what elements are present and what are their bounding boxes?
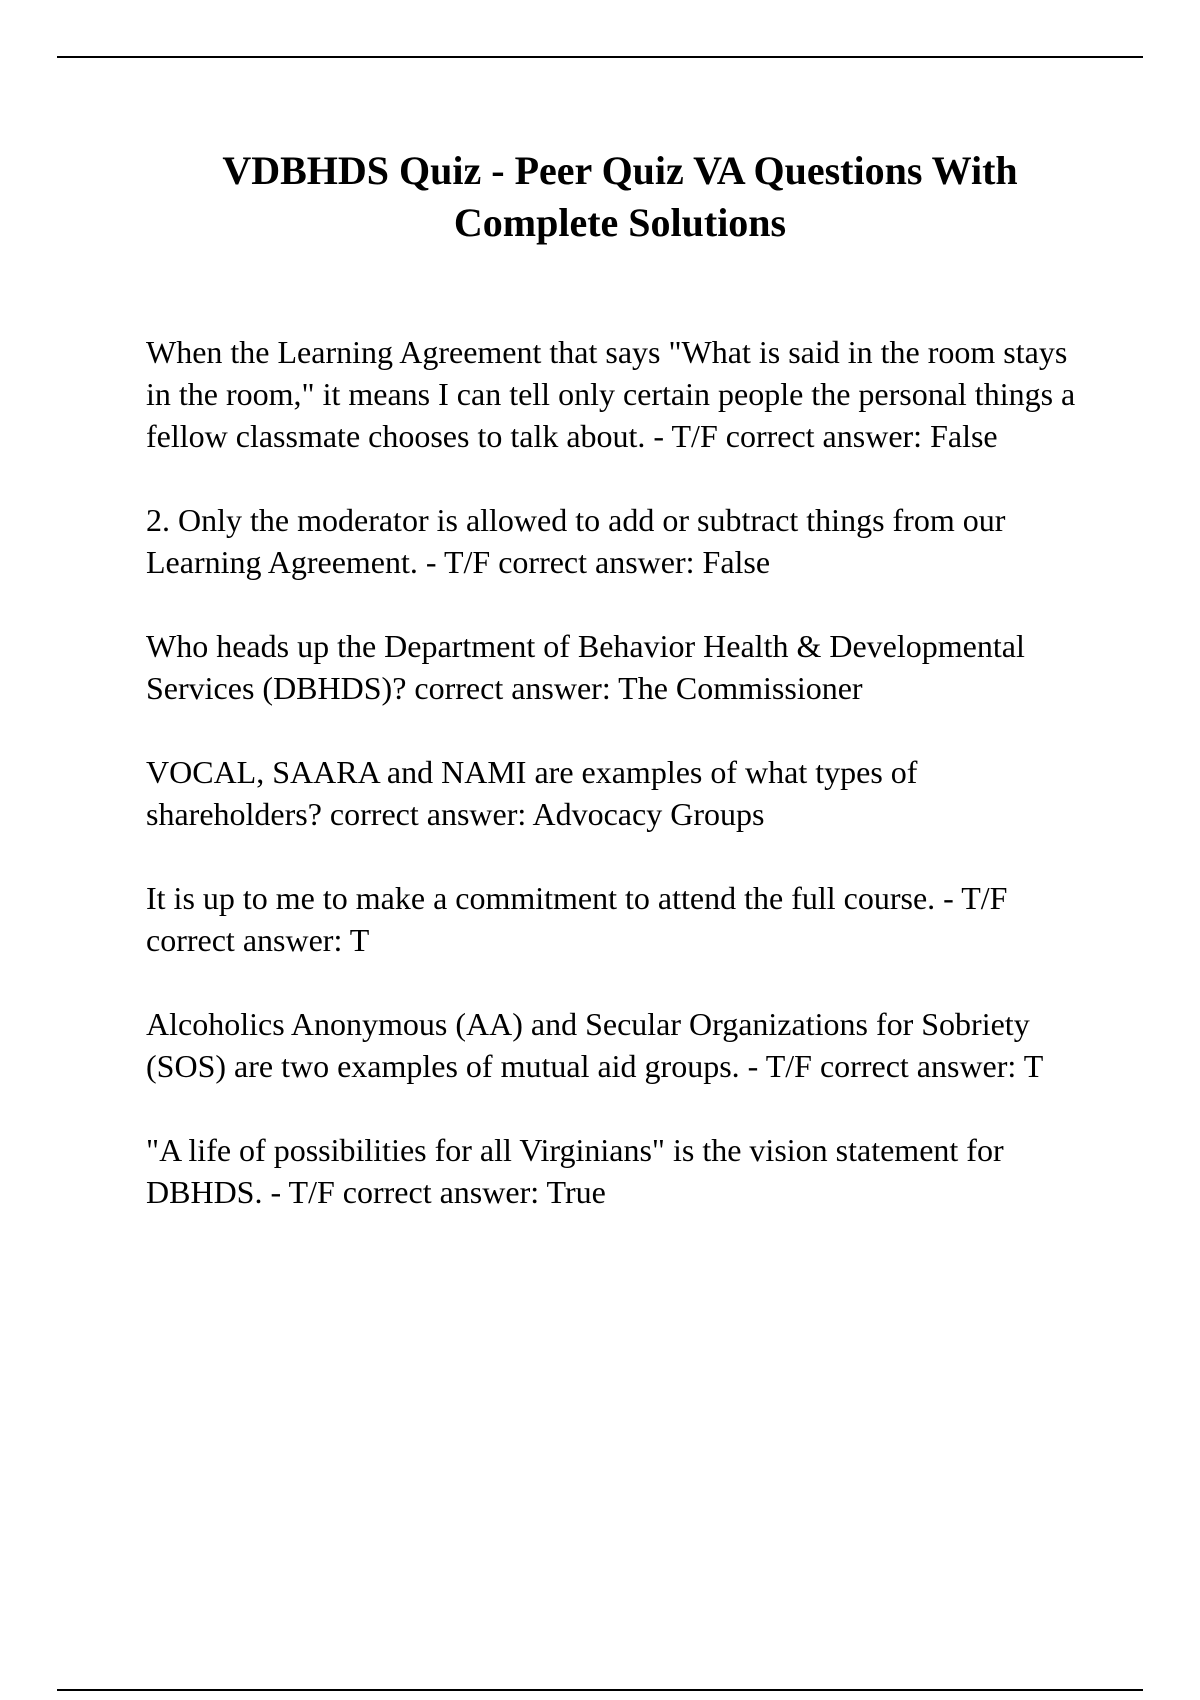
question-answer-text: "A life of possibilities for all Virginians" is the vision statement for DBHDS. - T/F correct answer: True — [146, 1132, 1004, 1210]
question-answer-text: When the Learning Agreement that says "What is said in the room stays in the room," it means I can tell only certain people the personal things a fellow classmate chooses to talk about. - T/F correct answer: False — [146, 334, 1076, 454]
page-title — [100, 145, 1140, 249]
list-item — [146, 1003, 1086, 1087]
question-answer-text: VOCAL, SAARA and NAMI are examples of what types of shareholders? correct answer: Advocacy Groups — [146, 754, 918, 832]
list-item — [146, 877, 1086, 961]
title-line-1: VDBHDS Quiz - Peer Quiz VA Questions With — [222, 148, 1018, 193]
list-item — [146, 751, 1086, 835]
list-item — [146, 499, 1086, 583]
question-answer-text: 2. Only the moderator is allowed to add or subtract things from our Learning Agreement. - T/F correct answer: False — [146, 502, 1006, 580]
list-item — [146, 1129, 1086, 1213]
question-answer-text: Alcoholics Anonymous (AA) and Secular Organizations for Sobriety (SOS) are two examples of mutual aid groups. - T/F correct answer: T — [146, 1006, 1044, 1084]
bottom-rule — [57, 1689, 1143, 1691]
question-list — [146, 331, 1086, 1213]
title-line-2: Complete Solutions — [453, 200, 787, 245]
top-rule — [57, 56, 1143, 58]
question-answer-text: Who heads up the Department of Behavior Health & Developmental Services (DBHDS)? correct answer: The Commissioner — [146, 628, 1025, 706]
list-item — [146, 625, 1086, 709]
question-answer-text: It is up to me to make a commitment to attend the full course. - T/F correct answer: T — [146, 880, 1008, 958]
list-item — [146, 331, 1086, 457]
